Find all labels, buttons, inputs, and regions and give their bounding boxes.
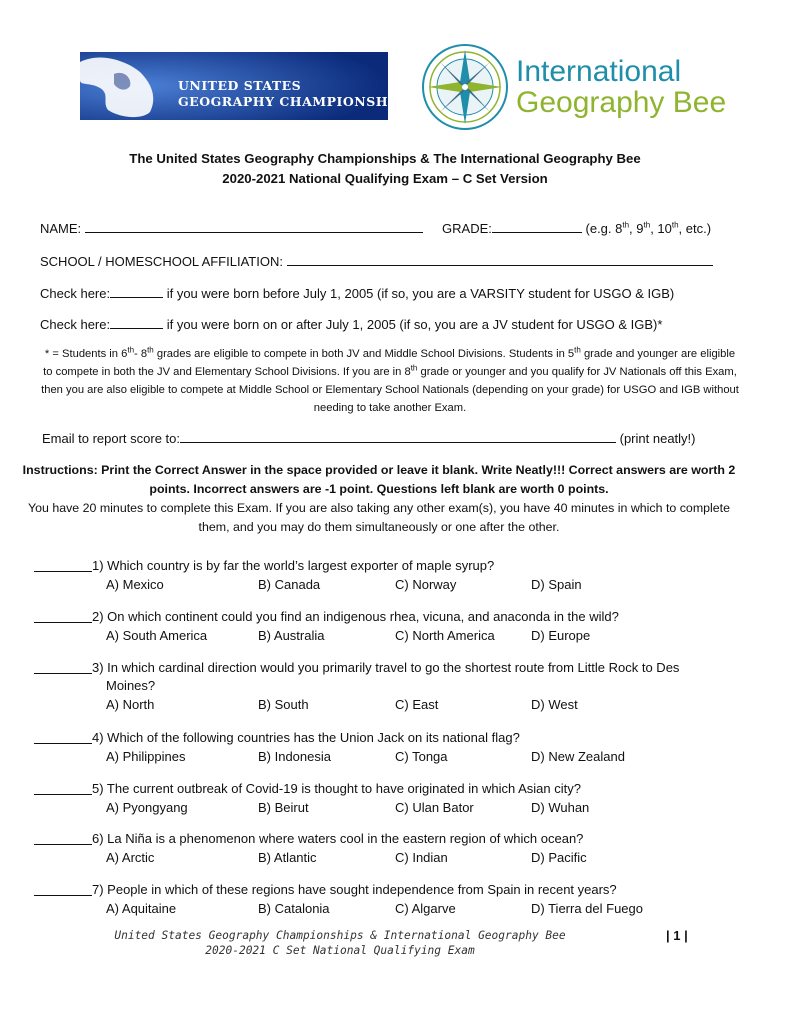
question-text: 7) People in which of these regions have sought independence from Spain in recent years? bbox=[92, 882, 617, 897]
answer-option: B) Atlantic bbox=[258, 850, 317, 865]
igb-logo-word1: International bbox=[516, 55, 682, 88]
answer-option: A) Pyongyang bbox=[106, 800, 188, 815]
answer-option: D) West bbox=[531, 697, 578, 712]
answer-option: A) South America bbox=[106, 628, 208, 643]
jv-check-text: if you were born on or after July 1, 2005 (if so, you are a JV student for USGO & IGB)* bbox=[166, 317, 663, 332]
answer-blank[interactable] bbox=[34, 794, 92, 795]
grade-field[interactable] bbox=[492, 220, 582, 233]
answer-option: C) Indian bbox=[395, 850, 448, 865]
varsity-check-text: if you were born before July 1, 2005 (if so, you are a VARSITY student for USGO & IGB) bbox=[166, 286, 675, 301]
instructions-time: You have 20 minutes to complete this Exam. If you are also taking any other exam(s), you have 40 minutes in which to complete them, and you may do them simultaneously or one after the other. bbox=[27, 501, 731, 534]
usgc-logo bbox=[80, 52, 414, 120]
name-field[interactable] bbox=[85, 220, 423, 233]
grade-example: (e.g. 8th, 9th, 10th, etc.) bbox=[585, 220, 712, 236]
school-field[interactable] bbox=[287, 253, 713, 266]
jv-check-row bbox=[40, 316, 662, 332]
answer-blank[interactable] bbox=[34, 673, 92, 674]
answer-option: A) Philippines bbox=[106, 749, 186, 764]
usgc-logo-line2: GEOGRAPHY CHAMPIONSHIPS bbox=[178, 94, 414, 109]
answer-option: D) Wuhan bbox=[531, 800, 590, 815]
compass-emblem-icon bbox=[420, 42, 510, 132]
answer-option: C) North America bbox=[395, 628, 495, 643]
school-label: SCHOOL / HOMESCHOOL AFFILIATION: bbox=[40, 254, 283, 269]
exam-subtitle: 2020-2021 National Qualifying Exam – C Set Version bbox=[222, 171, 548, 186]
answer-option: C) East bbox=[395, 697, 439, 712]
footer-line1: United States Geography Championships & International Geography Bee bbox=[114, 929, 566, 942]
answer-option: C) Norway bbox=[395, 577, 457, 592]
division-note: * = Students in 6th- 8th grades are eligible to compete in both JV and Middle School Divisions. Students in 5th grade and younger are eligible to compete in both the JV and Elementary School Divisions. If you are in 8th grade or younger and you qualify for JV Nationals off this Exam, then you are also eligible to compete at Middle School or Elementary School Nationals (depending on your grade) for USGO and IGB without needing to take another Exam. bbox=[41, 345, 739, 414]
answer-option: D) New Zealand bbox=[531, 749, 625, 764]
question-text: 3) In which cardinal direction would you primarily travel to go the shortest route from Little Rock to Des Moines? bbox=[92, 660, 680, 693]
check-label-varsity: Check here: bbox=[40, 286, 111, 301]
answer-option: A) North bbox=[106, 697, 155, 712]
answer-option: B) Australia bbox=[258, 628, 325, 643]
question-text: 5) The current outbreak of Covid-19 is thought to have originated in which Asian city? bbox=[92, 781, 581, 796]
answer-option: B) Beirut bbox=[258, 800, 309, 815]
answer-option: D) Tierra del Fuego bbox=[531, 901, 643, 916]
answer-blank[interactable] bbox=[34, 743, 92, 744]
name-label: NAME: bbox=[40, 221, 82, 236]
email-row bbox=[42, 430, 696, 446]
answer-option: A) Arctic bbox=[106, 850, 155, 865]
answer-blank[interactable] bbox=[34, 844, 92, 845]
answer-option: D) Spain bbox=[531, 577, 582, 592]
varsity-check-row bbox=[40, 285, 674, 301]
page-number: | 1 | bbox=[666, 928, 688, 943]
question-text: 4) Which of the following countries has the Union Jack on its national flag? bbox=[92, 730, 520, 745]
grade-label: GRADE: bbox=[442, 221, 492, 236]
igb-logo-word2: Geography Bee bbox=[516, 86, 727, 119]
usgc-logo-line1: UNITED STATES bbox=[178, 78, 302, 93]
answer-option: C) Algarve bbox=[395, 901, 456, 916]
instructions bbox=[20, 461, 738, 537]
question-text: 1) Which country is by far the world’s largest exporter of maple syrup? bbox=[92, 558, 495, 573]
varsity-check-field[interactable] bbox=[110, 285, 163, 298]
email-suffix: (print neatly!) bbox=[619, 431, 696, 446]
answer-option: A) Mexico bbox=[106, 577, 164, 592]
email-field[interactable] bbox=[180, 430, 616, 443]
school-row bbox=[40, 253, 713, 269]
instructions-bold: Instructions: Print the Correct Answer in the space provided or leave it blank. Write Neatly!!! Correct answers are worth 2 points. Incorrect answers are -1 point. Questions left blank are worth 0 points. bbox=[22, 463, 736, 496]
answer-option: B) South bbox=[258, 697, 309, 712]
footer-line2: 2020-2021 C Set National Qualifying Exam bbox=[205, 944, 475, 957]
answer-option: D) Europe bbox=[531, 628, 591, 643]
answer-blank[interactable] bbox=[34, 571, 92, 572]
answer-option: A) Aquitaine bbox=[106, 901, 177, 916]
question-text: 2) On which continent could you find an indigenous rhea, vicuna, and anaconda in the wild? bbox=[92, 609, 619, 624]
answer-option: C) Ulan Bator bbox=[395, 800, 474, 815]
email-label: Email to report score to: bbox=[42, 431, 180, 446]
answer-option: D) Pacific bbox=[531, 850, 587, 865]
answer-option: B) Catalonia bbox=[258, 901, 330, 916]
question-text: 6) La Niña is a phenomenon where waters cool in the eastern region of which ocean? bbox=[92, 831, 584, 846]
answer-blank[interactable] bbox=[34, 622, 92, 623]
answer-option: B) Canada bbox=[258, 577, 321, 592]
answer-blank[interactable] bbox=[34, 895, 92, 896]
exam-title: The United States Geography Championships & The International Geography Bee bbox=[129, 151, 641, 166]
check-label-jv: Check here: bbox=[40, 317, 111, 332]
answer-option: C) Tonga bbox=[395, 749, 448, 764]
answer-option: B) Indonesia bbox=[258, 749, 331, 764]
name-grade-row bbox=[40, 220, 711, 236]
jv-check-field[interactable] bbox=[110, 316, 163, 329]
